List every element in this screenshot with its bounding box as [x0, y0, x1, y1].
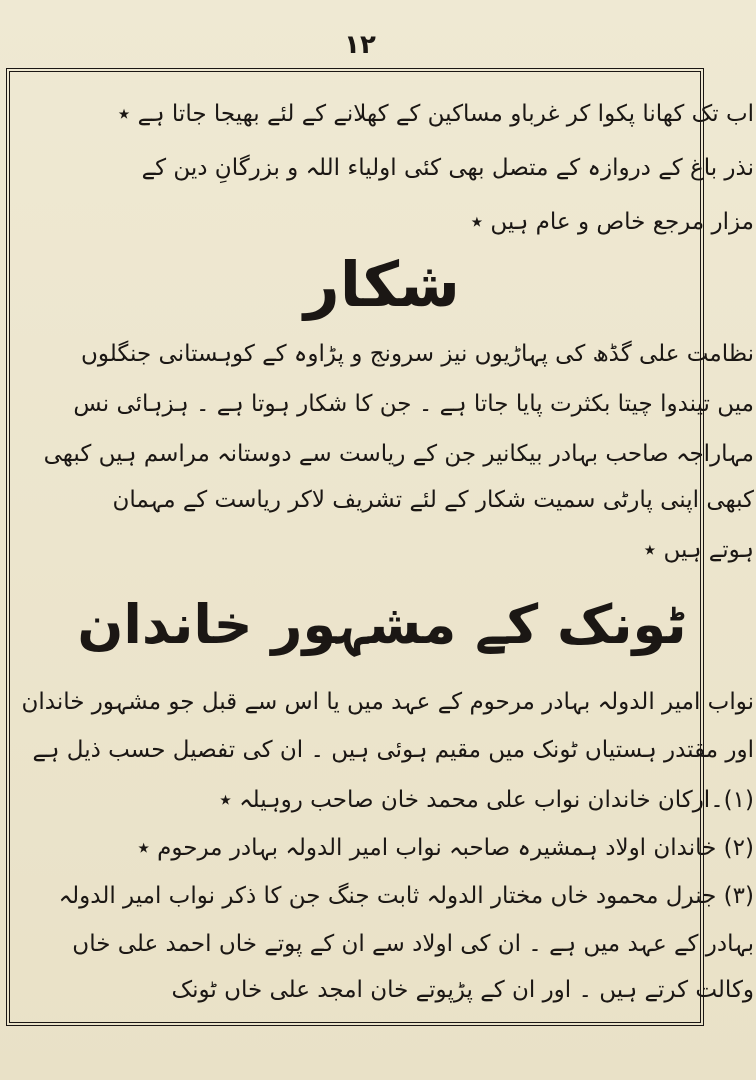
section-heading-hunting: شکار	[304, 248, 460, 321]
text-line: اب تک کھانا پکوا کر غرباو مساکین کے کھلانے کے لئے بھیجا جاتا ہے ٭	[117, 101, 754, 127]
page-number: ۱۲	[344, 30, 376, 60]
text-line: اور مقتدر ہستیاں ٹونک میں مقیم ہوئی ہیں ۔ ان کی تفصیل حسب ذیل ہے	[32, 737, 754, 763]
section-heading-famous-families: ٹونک کے مشہور خاندان	[77, 593, 687, 656]
text-line: نذر باغ کے دروازہ کے متصل بھی کئی اولیاء اللہ و بزرگانِ دین کے	[141, 155, 754, 181]
text-line: وکالت کرتے ہیں ۔ اور ان کے پڑپوتے خان امجد علی خاں ٹونک	[171, 977, 754, 1003]
list-item: (۳) جنرل محمود خاں مختار الدولہ ثابت جنگ جن کا ذکر نواب امیر الدولہ	[58, 883, 754, 909]
list-item: (۲) خاندان اولاد ہمشیرہ صاحبہ نواب امیر الدولہ بہادر مرحوم ٭	[137, 835, 754, 861]
page-content	[10, 84, 754, 1020]
text-line: میں تیندوا چیتا بکثرت پایا جاتا ہے ۔ جن کا شکار ہوتا ہے ۔ ہزہائی نس	[73, 391, 754, 417]
text-line: مہاراجہ صاحب بہادر بیکانیر جن کے ریاست سے دوستانہ مراسم ہیں کبھی	[43, 441, 754, 467]
text-line: نواب امیر الدولہ بہادر مرحوم کے عہد میں یا اس سے قبل جو مشہور خاندان	[21, 689, 754, 715]
text-line: نظامت علی گڈھ کی پہاڑیوں نیز سرونج و پڑاوہ کے کوہستانی جنگلوں	[80, 341, 754, 367]
text-line: بہادر کے عہد میں ہے ۔ ان کی اولاد سے ان کے پوتے خاں احمد علی خاں	[72, 931, 754, 957]
text-line: ہوتے ہیں ٭	[643, 537, 754, 563]
text-line: کبھی اپنی پارٹی سمیت شکار کے لئے تشریف لاکر ریاست کے مہمان	[112, 487, 754, 513]
text-line: مزار مرجع خاص و عام ہیں ٭	[470, 209, 754, 235]
list-item: (۱)۔ارکان خاندان نواب علی محمد خان صاحب روہیلہ ٭	[219, 787, 754, 813]
